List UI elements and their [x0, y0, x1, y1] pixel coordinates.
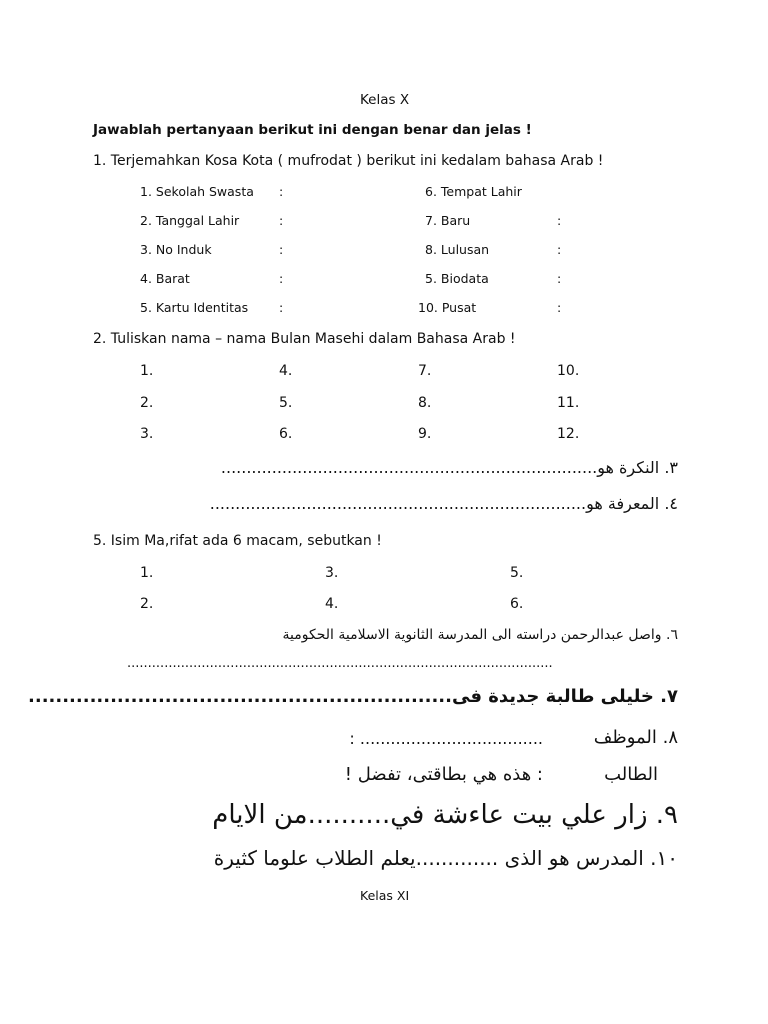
q6-answer-line: .......................................................................................................	[127, 656, 553, 671]
q1-colon-1: :	[279, 184, 284, 199]
question-1: 1. Terjemahkan Kosa Kota ( mufrodat ) berikut ini kedalam bahasa Arab !	[93, 153, 604, 169]
q1-colon-9: :	[557, 271, 562, 286]
q1-colon-4: :	[279, 271, 284, 286]
q8-line-employee: : ....................................	[349, 729, 543, 748]
q5-item-2: 2.	[140, 596, 154, 612]
q8-line-student: : هذه هي بطاقتى، تفضل !	[344, 764, 543, 785]
q2-month-8: 8.	[418, 395, 432, 411]
q8-label-student: الطالب	[604, 764, 658, 785]
q2-month-6: 6.	[279, 426, 293, 442]
q2-month-12: 12.	[557, 426, 580, 442]
question-5: 5. Isim Ma,rifat ada 6 macam, sebutkan !	[93, 533, 382, 549]
q2-month-3: 3.	[140, 426, 154, 442]
question-10: ١٠. المدرس هو الذى .............يعلم الطلاب علوما كثيرة	[213, 846, 678, 870]
q1-item-8: 8. Lulusan	[425, 242, 490, 257]
question-3: ٣. النكرة هو..........................................................................	[220, 458, 678, 477]
q5-item-6: 6.	[510, 596, 524, 612]
q1-colon-10: :	[557, 300, 562, 315]
q1-item-9: 5. Biodata	[425, 271, 489, 286]
q2-month-11: 11.	[557, 395, 580, 411]
q8-label-employee: ٨. الموظف	[593, 727, 678, 748]
q1-item-1: 1. Sekolah Swasta	[140, 184, 254, 199]
q5-item-4: 4.	[325, 596, 339, 612]
q2-month-7: 7.	[418, 363, 432, 379]
question-4: ٤. المعرفة هو..........................................................................	[209, 494, 678, 513]
page-title: Kelas X	[360, 92, 410, 108]
q1-item-7: 7. Baru	[425, 213, 471, 228]
q1-item-2: 2. Tanggal Lahir	[140, 213, 240, 228]
q2-month-9: 9.	[418, 426, 432, 442]
q5-item-5: 5.	[510, 565, 524, 581]
q1-colon-2: :	[279, 213, 284, 228]
q5-item-3: 3.	[325, 565, 339, 581]
q1-item-4: 4. Barat	[140, 271, 190, 286]
q1-colon-5: :	[279, 300, 284, 315]
q1-item-3: 3. No Induk	[140, 242, 212, 257]
question-2: 2. Tuliskan nama – nama Bulan Masehi dalam Bahasa Arab !	[93, 331, 516, 347]
question-9: ٩. زار علي بيت عاءشة في..........من الايام	[212, 800, 678, 830]
q2-month-1: 1.	[140, 363, 154, 379]
q2-month-5: 5.	[279, 395, 293, 411]
instruction: Jawablah pertanyaan berikut ini dengan benar dan jelas !	[93, 122, 532, 138]
question-7: ٧. خليلى طالبة جديدة فى..............................................................	[28, 686, 678, 707]
q2-month-2: 2.	[140, 395, 154, 411]
q1-item-5: 5. Kartu Identitas	[140, 300, 249, 315]
question-6: ٦. واصل عبدالرحمن دراسته الى المدرسة الثانوية الاسلامية الحكومية	[282, 627, 678, 643]
q1-colon-8: :	[557, 242, 562, 257]
q1-item-6: 6. Tempat Lahir	[425, 184, 522, 199]
q1-colon-7: :	[557, 213, 562, 228]
q5-item-1: 1.	[140, 565, 154, 581]
q1-colon-3: :	[279, 242, 284, 257]
q1-item-10: 10. Pusat	[418, 300, 477, 315]
q2-month-10: 10.	[557, 363, 580, 379]
q2-month-4: 4.	[279, 363, 293, 379]
footer-label: Kelas XI	[360, 888, 410, 903]
